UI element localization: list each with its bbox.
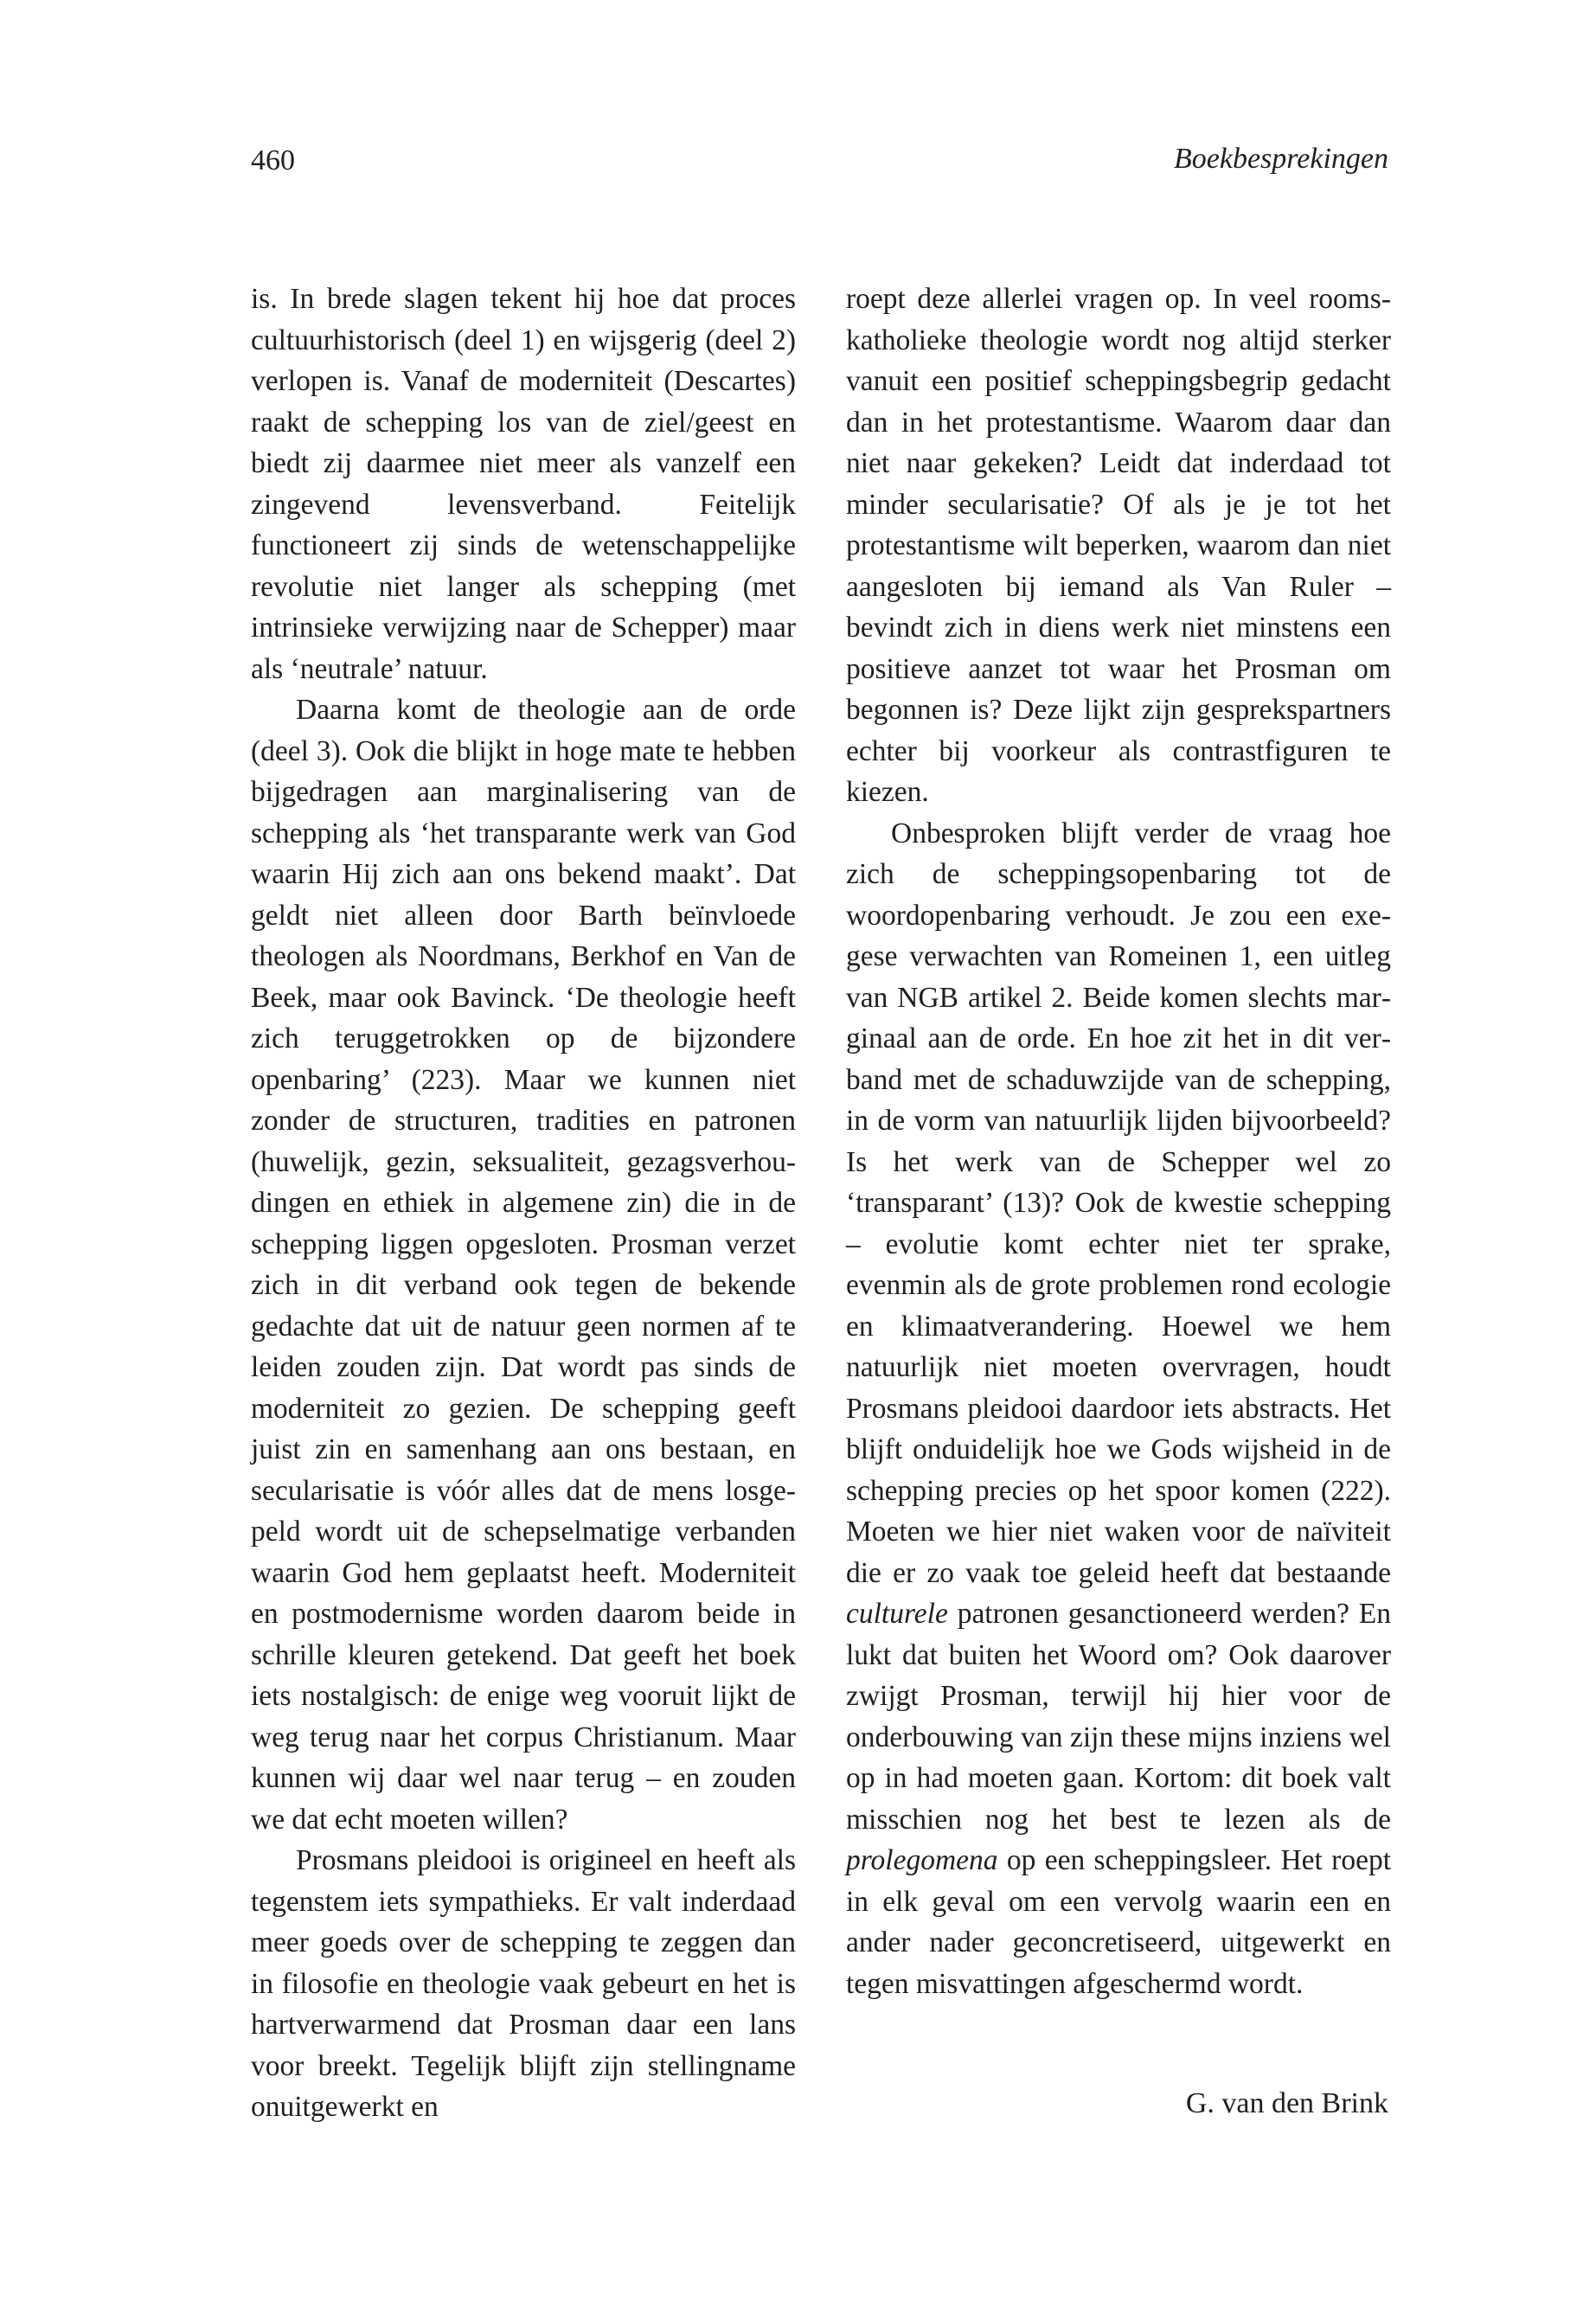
right-paragraph-2-part-3: op een scheppingsleer. Het roept in elk geval om een vervolg waarin een en ander nader geconcretiseerd, uitgewerkt en tegen misvattingen afgeschermd wordt. (846, 1844, 1392, 2000)
left-paragraph-1: is. In brede slagen tekent hij hoe dat proces cultuurhistorisch (deel 1) en wijsgerig (deel 2) verlopen is. Vanaf de moderniteit (Descartes) raakt de schepping los van de ziel/geest en biedt zij daarmee niet meer als vanzelf een zingevend levensverband. Feitelijk functioneert zij sinds de wetenschappelijke revolutie niet langer als schepping (met intrinsieke verwijzing naar de Schepper) maar als ‘neutrale’ natuur. (251, 283, 796, 685)
left-paragraph-3: Prosmans pleidooi is origineel en heeft als tegenstem iets sympathieks. Er valt inderdaad meer goeds over de schepping te zeggen dan in filosofie en theologie vaak gebeurt en het is hartverwarmend dat Prosman daar een lans voor breekt. Tegelijk blijft zijn stellingname onuitgewerkt en (251, 1844, 796, 2123)
right-column (846, 279, 1391, 2004)
emphasis-culturele: culturele (846, 1598, 948, 1630)
right-paragraph-2 (846, 813, 1391, 2005)
page-number: 460 (251, 144, 295, 176)
right-paragraph-1: roept deze allerlei vragen op. In veel rooms-katholieke theologie wordt nog altijd sterker vanuit een positief scheppingsbegrip gedacht dan in het protestantisme. Waarom daar dan niet naar gekeken? Leidt dat inderdaad tot minder secularisatie? Of als je je tot het protestantisme wilt beperken, waarom dan niet aangesloten bij iemand als Van Ruler – bevindt zich in diens werk niet minstens een positieve aanzet tot waar het Prosman om begonnen is? Deze lijkt zijn gesprekspartners echter bij voorkeur als contrastfiguren te kiezen. (846, 283, 1391, 808)
emphasis-prolegomena: prolegomena (846, 1844, 998, 1876)
right-paragraph-2-part-1: Onbesproken blijft verder de vraag hoe zich de scheppingsopenbaring tot de woordopenbaring verhoudt. Je zou een exegese verwachten van Romeinen 1, een uitleg van NGB artikel 2. Beide komen slechts marginaal aan de orde. En hoe zit het in dit verband met de schaduwzijde van de schepping, in de vorm van natuurlijk lijden bijvoorbeeld? Is het werk van de Schepper wel zo ‘transparant’ (13)? Ook de kwestie schepping – evolutie komt echter niet ter sprake, evenmin als de grote problemen rond ecologie en klimaatverandering. Hoewel we hem natuurlijk niet moeten overvragen, houdt Prosmans pleidooi daardoor iets abstracts. Het blijft onduidelijk hoe we Gods wijsheid in de schepping precies op het spoor komen (222). Moeten we hier niet waken voor de naïviteit die er zo vaak toe geleid heeft dat bestaande (846, 817, 1391, 1589)
left-column (251, 279, 796, 2128)
section-title: Boekbesprekingen (1174, 143, 1388, 175)
author-signature: G. van den Brink (1185, 2087, 1388, 2119)
right-paragraph-2-part-2: patronen gesanctioneerd werden? En lukt dat buiten het Woord om? Ook daarover zwijgt Prosman, terwijl hij hier voor de onderbouwing van zijn these mijns inziens wel op in had moeten gaan. Kortom: dit boek valt misschien nog het best te lezen als de (846, 1598, 1392, 1836)
left-paragraph-2: Daarna komt de theologie aan de orde (deel 3). Ook die blijkt in hoge mate te hebben bijgedragen aan marginalisering van de schepping als ‘het transparante werk van God waarin Hij zich aan ons bekend maakt’. Dat geldt niet alleen door Barth beïnvloede theologen als Noordmans, Berkhof en Van de Beek, maar ook Bavinck. ‘De theologie heeft zich teruggetrokken op de bijzondere openbaring’ (223). Maar we kunnen niet zonder de structuren, tradities en patronen (huwelijk, gezin, seksualiteit, gezagsverhoudingen en ethiek in algemene zin) die in de schepping liggen opgesloten. Prosman verzet zich in dit verband ook tegen de bekende gedachte dat uit de natuur geen normen af te leiden zouden zijn. Dat wordt pas sinds de moderniteit zo gezien. De schepping geeft juist zin en samenhang aan ons bestaan, en secularisatie is vóór alles dat de mens losgepeld wordt uit de schepselmatige verbanden waarin God hem geplaatst heeft. Moderniteit en postmodernisme worden daarom beide in schrille kleuren getekend. Dat geeft het boek iets nostalgisch: de enige weg vooruit lijkt de weg terug naar het corpus Christianum. Maar kunnen wij daar wel naar terug – en zouden we dat echt moeten willen? (251, 694, 796, 1836)
